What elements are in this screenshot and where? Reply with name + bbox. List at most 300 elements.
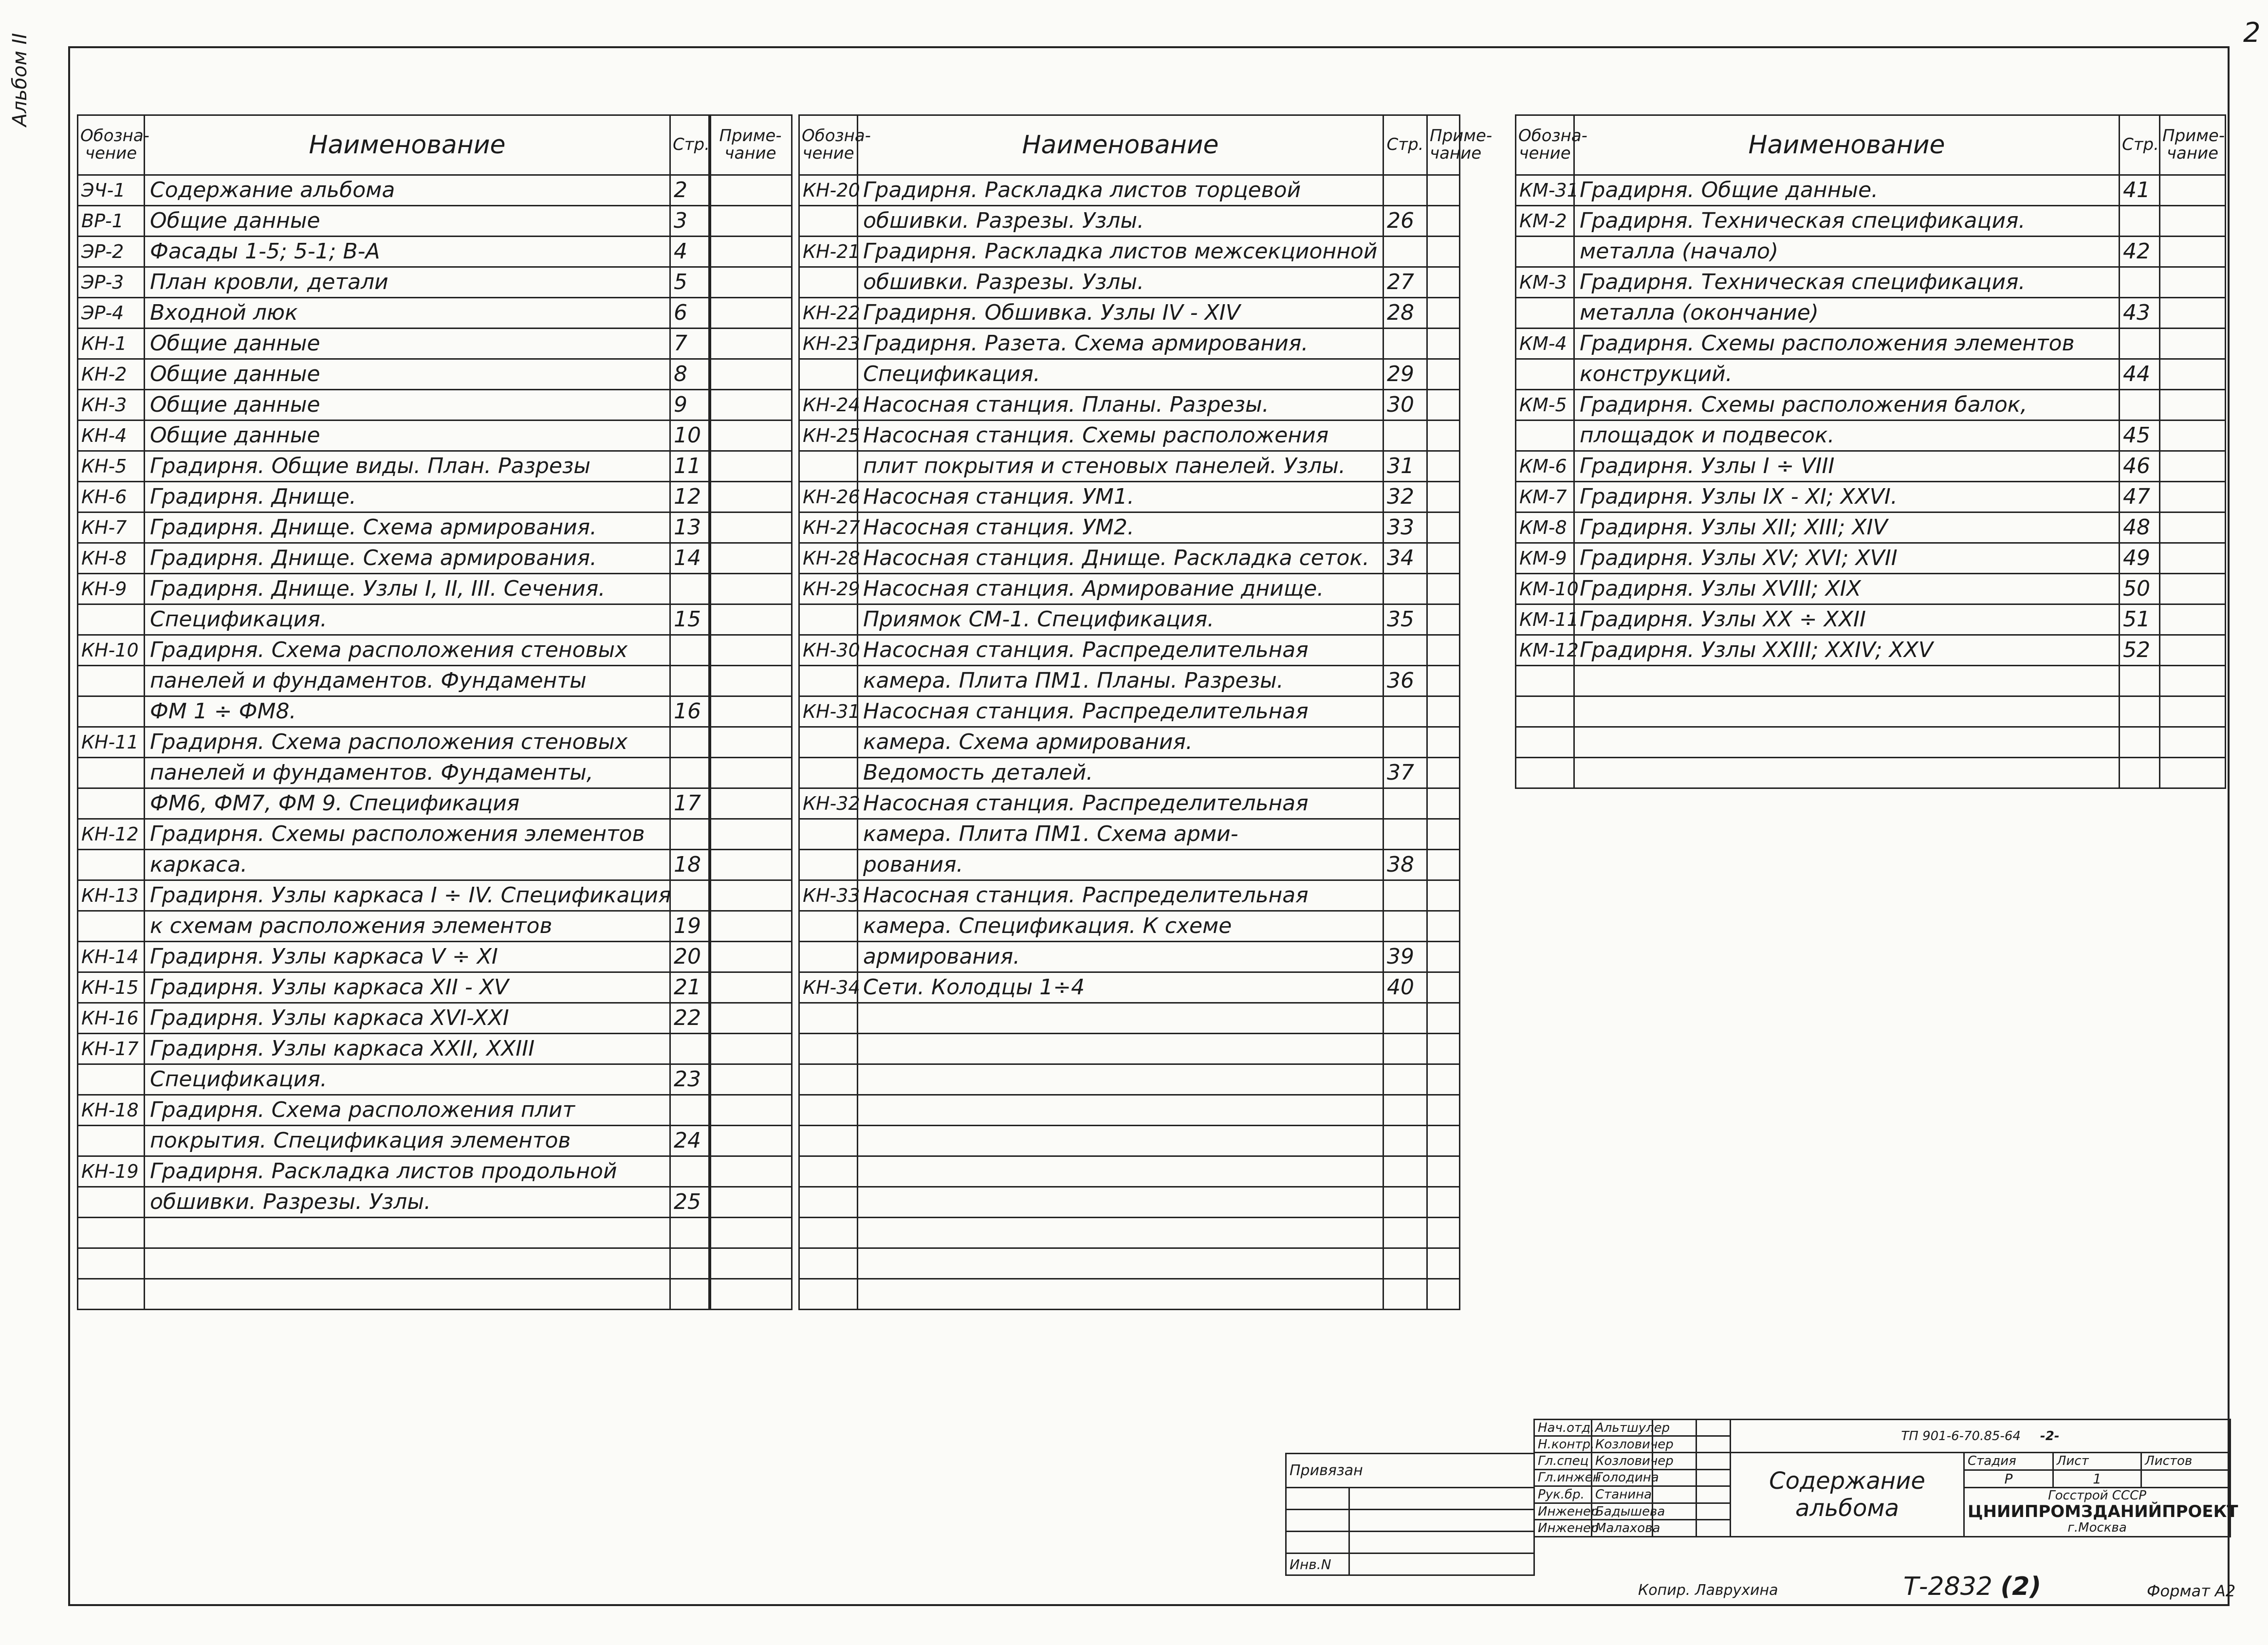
table-row	[78, 420, 711, 451]
row-name: к схемам расположения элементов	[145, 911, 670, 942]
row-name: Градирня. Узлы XVIII; XIX	[1574, 574, 2120, 604]
row-page: 45	[2120, 420, 2160, 451]
row-name: Градирня. Днище. Узлы I, II, III. Сечения.	[145, 574, 670, 604]
row-code: КН-24	[799, 390, 858, 420]
row-note	[1427, 972, 1460, 1003]
row-note	[1427, 696, 1460, 727]
row-note	[1427, 850, 1460, 880]
table-row	[1516, 298, 2226, 329]
row-name: Общие данные	[145, 420, 670, 451]
row-note	[709, 604, 792, 635]
row-note	[709, 880, 792, 911]
row-page	[2120, 329, 2160, 359]
row-note	[1427, 329, 1460, 359]
table-row	[799, 1126, 1460, 1156]
row-name: Градирня. Раскладка листов продольной	[145, 1156, 670, 1187]
table-row	[78, 237, 711, 267]
org-line-2: ЦНИИПРОМЗДАНИЙПРОЕКТ	[1968, 1502, 2238, 1522]
table-row	[799, 482, 1460, 512]
row-note	[709, 420, 792, 451]
row-name: Фасады 1-5; 5-1; В-А	[145, 237, 670, 267]
row-code: КН-23	[799, 329, 858, 359]
row-note	[1427, 1003, 1460, 1034]
row-page	[1383, 1156, 1427, 1187]
row-note	[709, 359, 792, 390]
row-code	[1516, 420, 1574, 451]
row-note	[709, 298, 792, 329]
row-name	[858, 1279, 1383, 1310]
stamp-role: Н.контр.	[1534, 1436, 1592, 1453]
row-code	[78, 788, 145, 819]
table-row	[78, 1003, 711, 1034]
row-name: Входной люк	[145, 298, 670, 329]
row-note	[2160, 390, 2226, 420]
row-note	[1427, 206, 1460, 237]
header-code: Обозна-чение	[78, 115, 145, 175]
table-row	[1516, 175, 2226, 206]
row-page: 17	[670, 788, 711, 819]
toc-note-column-1	[708, 114, 793, 1310]
row-note	[2160, 420, 2226, 451]
row-note	[1427, 420, 1460, 451]
table-row	[1516, 543, 2226, 574]
row-page: 35	[1383, 604, 1427, 635]
order-code: Т-2832	[1903, 1572, 1992, 1601]
sheets-label: Листов	[2141, 1453, 2230, 1470]
table-row	[1516, 206, 2226, 237]
row-name: Спецификация.	[145, 1064, 670, 1095]
table-row	[1516, 666, 2226, 696]
row-note	[2160, 237, 2226, 267]
row-code	[799, 359, 858, 390]
table-row	[78, 1126, 711, 1156]
table-row	[799, 696, 1460, 727]
table-row	[78, 1187, 711, 1218]
row-code	[799, 1003, 858, 1034]
row-name	[858, 1218, 1383, 1248]
row-page	[1383, 1095, 1427, 1126]
row-note	[709, 482, 792, 512]
row-note	[2160, 727, 2226, 758]
row-note	[1427, 880, 1460, 911]
row-page	[1383, 1187, 1427, 1218]
row-page	[670, 635, 711, 666]
row-code: КН-31	[799, 696, 858, 727]
row-name: ФМ6, ФМ7, ФМ 9. Спецификация	[145, 788, 670, 819]
row-code: КН-5	[78, 451, 145, 482]
row-code: КН-18	[78, 1095, 145, 1126]
row-name	[858, 1248, 1383, 1279]
table-row	[799, 942, 1460, 972]
row-page: 18	[670, 850, 711, 880]
row-code	[799, 267, 858, 298]
row-code: КН-17	[78, 1034, 145, 1064]
row-name: Градирня. Днище. Схема армирования.	[145, 512, 670, 543]
row-page	[1383, 1279, 1427, 1310]
row-name: Градирня. Узлы XXIII; XXIV; XXV	[1574, 635, 2120, 666]
row-note	[709, 1034, 792, 1064]
row-note	[709, 788, 792, 819]
table-row	[1516, 420, 2226, 451]
stamp-role: Инженер	[1534, 1520, 1592, 1537]
table-row	[78, 175, 711, 206]
table-row	[799, 850, 1460, 880]
row-code: КМ-11	[1516, 604, 1574, 635]
row-name: План кровли, детали	[145, 267, 670, 298]
table-row	[1516, 512, 2226, 543]
table-row	[1516, 329, 2226, 359]
row-name: панелей и фундаментов. Фундаменты,	[145, 758, 670, 788]
row-page: 24	[670, 1126, 711, 1156]
table-row	[799, 420, 1460, 451]
row-code: КН-4	[78, 420, 145, 451]
stamp-name: Станина	[1592, 1486, 1653, 1503]
row-note	[1427, 175, 1460, 206]
row-page	[1383, 420, 1427, 451]
row-name	[858, 1034, 1383, 1064]
row-page	[1383, 1034, 1427, 1064]
table-row	[799, 1187, 1460, 1218]
row-note	[709, 390, 792, 420]
row-page: 6	[670, 298, 711, 329]
row-page	[2120, 696, 2160, 727]
row-name	[858, 1156, 1383, 1187]
row-note	[1427, 543, 1460, 574]
row-page	[670, 574, 711, 604]
row-page	[1383, 788, 1427, 819]
binding-box	[1285, 1453, 1535, 1576]
table-row	[799, 880, 1460, 911]
row-code	[78, 1248, 145, 1279]
row-name: Градирня. Раскладка листов межсекционной	[858, 237, 1383, 267]
row-page: 40	[1383, 972, 1427, 1003]
org-line-3: г.Москва	[2067, 1520, 2127, 1535]
row-page: 44	[2120, 359, 2160, 390]
stamp-date	[1696, 1503, 1731, 1520]
row-code	[799, 1248, 858, 1279]
row-code	[78, 911, 145, 942]
row-name: ФМ 1 ÷ ФМ8.	[145, 696, 670, 727]
row-code: КН-19	[78, 1156, 145, 1187]
row-code	[799, 727, 858, 758]
row-code: КН-11	[78, 727, 145, 758]
row-name	[1574, 727, 2120, 758]
row-code	[1516, 666, 1574, 696]
row-page	[670, 819, 711, 850]
row-page	[1383, 1003, 1427, 1034]
row-page	[2120, 390, 2160, 420]
table-row	[799, 451, 1460, 482]
row-name	[1574, 696, 2120, 727]
row-page	[2120, 666, 2160, 696]
table-row	[799, 1156, 1460, 1187]
row-code: КН-2	[78, 359, 145, 390]
row-note	[1427, 512, 1460, 543]
row-name: Градирня. Схема расположения плит	[145, 1095, 670, 1126]
row-code: КН-27	[799, 512, 858, 543]
row-page	[1383, 819, 1427, 850]
table-row	[78, 819, 711, 850]
row-page	[1383, 635, 1427, 666]
row-page: 21	[670, 972, 711, 1003]
row-code	[799, 1187, 858, 1218]
row-page	[2120, 758, 2160, 788]
row-page	[670, 1156, 711, 1187]
table-row	[799, 1095, 1460, 1126]
row-note	[2160, 543, 2226, 574]
row-note	[709, 1187, 792, 1218]
row-name: Градирня. Узлы каркаса XVI-XXI	[145, 1003, 670, 1034]
row-note	[709, 1218, 792, 1248]
stamp-signature	[1653, 1486, 1696, 1503]
table-row	[78, 359, 711, 390]
row-page: 41	[2120, 175, 2160, 206]
row-code: КН-7	[78, 512, 145, 543]
row-code	[799, 819, 858, 850]
row-code: ВР-1	[78, 206, 145, 237]
row-name: камера. Спецификация. К схеме	[858, 911, 1383, 942]
row-code: КН-22	[799, 298, 858, 329]
stamp-row	[1534, 1453, 2231, 1470]
row-note	[2160, 206, 2226, 237]
row-code: КН-9	[78, 574, 145, 604]
order-sub: (2)	[2000, 1572, 2042, 1601]
row-page	[1383, 237, 1427, 267]
stage-value: Р	[1965, 1470, 2053, 1487]
row-code	[799, 666, 858, 696]
stamp-name: Малахова	[1592, 1520, 1653, 1537]
row-code: КН-34	[799, 972, 858, 1003]
table-row	[799, 175, 1460, 206]
table-row	[78, 911, 711, 942]
row-page: 50	[2120, 574, 2160, 604]
table-row	[799, 666, 1460, 696]
row-code: ЭР-3	[78, 267, 145, 298]
row-note	[709, 574, 792, 604]
row-name	[145, 1218, 670, 1248]
stage-block	[1964, 1453, 2238, 1537]
row-code: КН-3	[78, 390, 145, 420]
row-note	[2160, 758, 2226, 788]
row-name: Градирня. Раскладка листов торцевой	[858, 175, 1383, 206]
table-row	[78, 543, 711, 574]
row-name: Градирня. Узлы I ÷ VIII	[1574, 451, 2120, 482]
row-note	[709, 1095, 792, 1126]
row-page: 34	[1383, 543, 1427, 574]
table-row	[799, 635, 1460, 666]
row-page	[1383, 696, 1427, 727]
row-code	[1516, 727, 1574, 758]
row-page: 36	[1383, 666, 1427, 696]
table-row	[1516, 237, 2226, 267]
table-row	[799, 206, 1460, 237]
row-name: Градирня. Днище. Схема армирования.	[145, 543, 670, 574]
row-code: КН-33	[799, 880, 858, 911]
row-page: 22	[670, 1003, 711, 1034]
row-code: КМ-31	[1516, 175, 1574, 206]
row-code: КМ-6	[1516, 451, 1574, 482]
row-name: Насосная станция. Распределительная	[858, 788, 1383, 819]
stamp-name: Козловичер	[1592, 1453, 1653, 1470]
row-page	[670, 1034, 711, 1064]
row-note	[2160, 482, 2226, 512]
row-page: 49	[2120, 543, 2160, 574]
row-name: Градирня. Узлы XV; XVI; XVII	[1574, 543, 2120, 574]
table-row	[78, 390, 711, 420]
header-name: Наименование	[145, 115, 670, 175]
row-note	[709, 972, 792, 1003]
table-row	[78, 1218, 711, 1248]
sheets-value	[2141, 1470, 2230, 1487]
row-name: Насосная станция. Планы. Разрезы.	[858, 390, 1383, 420]
row-code: КН-30	[799, 635, 858, 666]
header-code: Обозна-чение	[1516, 115, 1574, 175]
row-code: КМ-8	[1516, 512, 1574, 543]
sheet-title: Содержание альбома	[1731, 1453, 1964, 1537]
table-row	[799, 237, 1460, 267]
row-name: Градирня. Техническая спецификация.	[1574, 267, 2120, 298]
table-row	[78, 267, 711, 298]
row-note	[1427, 727, 1460, 758]
row-name: Градирня. Обшивка. Узлы IV - XIV	[858, 298, 1383, 329]
row-name: каркаса.	[145, 850, 670, 880]
table-row	[799, 298, 1460, 329]
row-name	[858, 1187, 1383, 1218]
toc-table-3	[1515, 114, 2226, 789]
row-page: 23	[670, 1064, 711, 1095]
row-code	[78, 850, 145, 880]
row-code	[799, 451, 858, 482]
row-code	[78, 604, 145, 635]
row-code	[78, 1126, 145, 1156]
stamp-role: Гл.спец	[1534, 1453, 1592, 1470]
row-page: 8	[670, 359, 711, 390]
toc-table-1	[77, 114, 711, 1310]
table-row	[799, 390, 1460, 420]
row-name: Сети. Колодцы 1÷4	[858, 972, 1383, 1003]
row-note	[1427, 1187, 1460, 1218]
row-code	[78, 1279, 145, 1310]
table-row	[1516, 696, 2226, 727]
row-note	[709, 727, 792, 758]
stamp-role: Инженер	[1534, 1503, 1592, 1520]
header-page: Стр.	[670, 115, 711, 175]
row-note	[709, 451, 792, 482]
row-name: Общие данные	[145, 390, 670, 420]
row-code: КН-20	[799, 175, 858, 206]
row-page: 28	[1383, 298, 1427, 329]
inv-label: Инв.N	[1286, 1554, 1349, 1575]
row-name	[858, 1095, 1383, 1126]
row-page: 13	[670, 512, 711, 543]
row-name	[858, 1126, 1383, 1156]
table-row	[1516, 482, 2226, 512]
row-page	[2120, 206, 2160, 237]
table-row	[78, 788, 711, 819]
sheet-value: 1	[2053, 1470, 2141, 1487]
row-code	[799, 1279, 858, 1310]
row-code: КН-16	[78, 1003, 145, 1034]
table-row	[799, 727, 1460, 758]
row-note	[709, 1064, 792, 1095]
stamp-date	[1696, 1469, 1731, 1486]
album-label: Альбом II	[9, 33, 31, 127]
row-name: конструкций.	[1574, 359, 2120, 390]
stamp-row	[1534, 1420, 2231, 1436]
table-row	[799, 758, 1460, 788]
row-name: металла (начало)	[1574, 237, 2120, 267]
row-name: Градирня. Узлы каркаса V ÷ XI	[145, 942, 670, 972]
row-page	[670, 1248, 711, 1279]
row-code: КМ-2	[1516, 206, 1574, 237]
row-name: камера. Плита ПМ1. Планы. Разрезы.	[858, 666, 1383, 696]
row-note	[1427, 666, 1460, 696]
row-name: Градирня. Узлы XII; XIII; XIV	[1574, 512, 2120, 543]
table-row	[78, 880, 711, 911]
row-note	[709, 329, 792, 359]
row-page: 47	[2120, 482, 2160, 512]
stamp-role: Гл.инжен	[1534, 1469, 1592, 1486]
row-name: Насосная станция. Распределительная	[858, 880, 1383, 911]
row-note	[1427, 911, 1460, 942]
row-name: Градирня. Схема расположения стеновых	[145, 635, 670, 666]
table-row	[78, 329, 711, 359]
row-page: 48	[2120, 512, 2160, 543]
row-page: 14	[670, 543, 711, 574]
table-row	[799, 543, 1460, 574]
table-row	[78, 1156, 711, 1187]
row-page: 16	[670, 696, 711, 727]
row-note	[1427, 788, 1460, 819]
row-note	[709, 666, 792, 696]
stamp-date	[1696, 1436, 1731, 1453]
row-code: КН-13	[78, 880, 145, 911]
stamp-date	[1696, 1486, 1731, 1503]
row-code	[1516, 359, 1574, 390]
row-code: КМ-9	[1516, 543, 1574, 574]
row-note	[2160, 512, 2226, 543]
row-note	[709, 1279, 792, 1310]
table-row	[78, 758, 711, 788]
row-page: 19	[670, 911, 711, 942]
row-page	[670, 880, 711, 911]
table-row	[1516, 390, 2226, 420]
row-note	[1427, 1034, 1460, 1064]
row-note	[1427, 635, 1460, 666]
row-note	[1427, 1279, 1460, 1310]
row-code: КН-32	[799, 788, 858, 819]
row-code	[799, 942, 858, 972]
org-line-1: Госстрой СССР	[2048, 1488, 2146, 1503]
row-name: плит покрытия и стеновых панелей. Узлы.	[858, 451, 1383, 482]
table-row	[78, 696, 711, 727]
row-name: Градирня. Узлы каркаса XII - XV	[145, 972, 670, 1003]
table-row	[78, 1034, 711, 1064]
table-row	[799, 1279, 1460, 1310]
header-note: Приме-чание	[1427, 115, 1460, 175]
row-note	[1427, 1248, 1460, 1279]
table-row	[799, 911, 1460, 942]
row-note	[1427, 451, 1460, 482]
row-page: 32	[1383, 482, 1427, 512]
row-note	[1427, 1064, 1460, 1095]
row-page: 42	[2120, 237, 2160, 267]
row-code: КН-21	[799, 237, 858, 267]
page-number: 2	[2243, 17, 2261, 49]
row-note	[709, 758, 792, 788]
table-row	[799, 819, 1460, 850]
row-name: Насосная станция. Днище. Раскладка сеток.	[858, 543, 1383, 574]
